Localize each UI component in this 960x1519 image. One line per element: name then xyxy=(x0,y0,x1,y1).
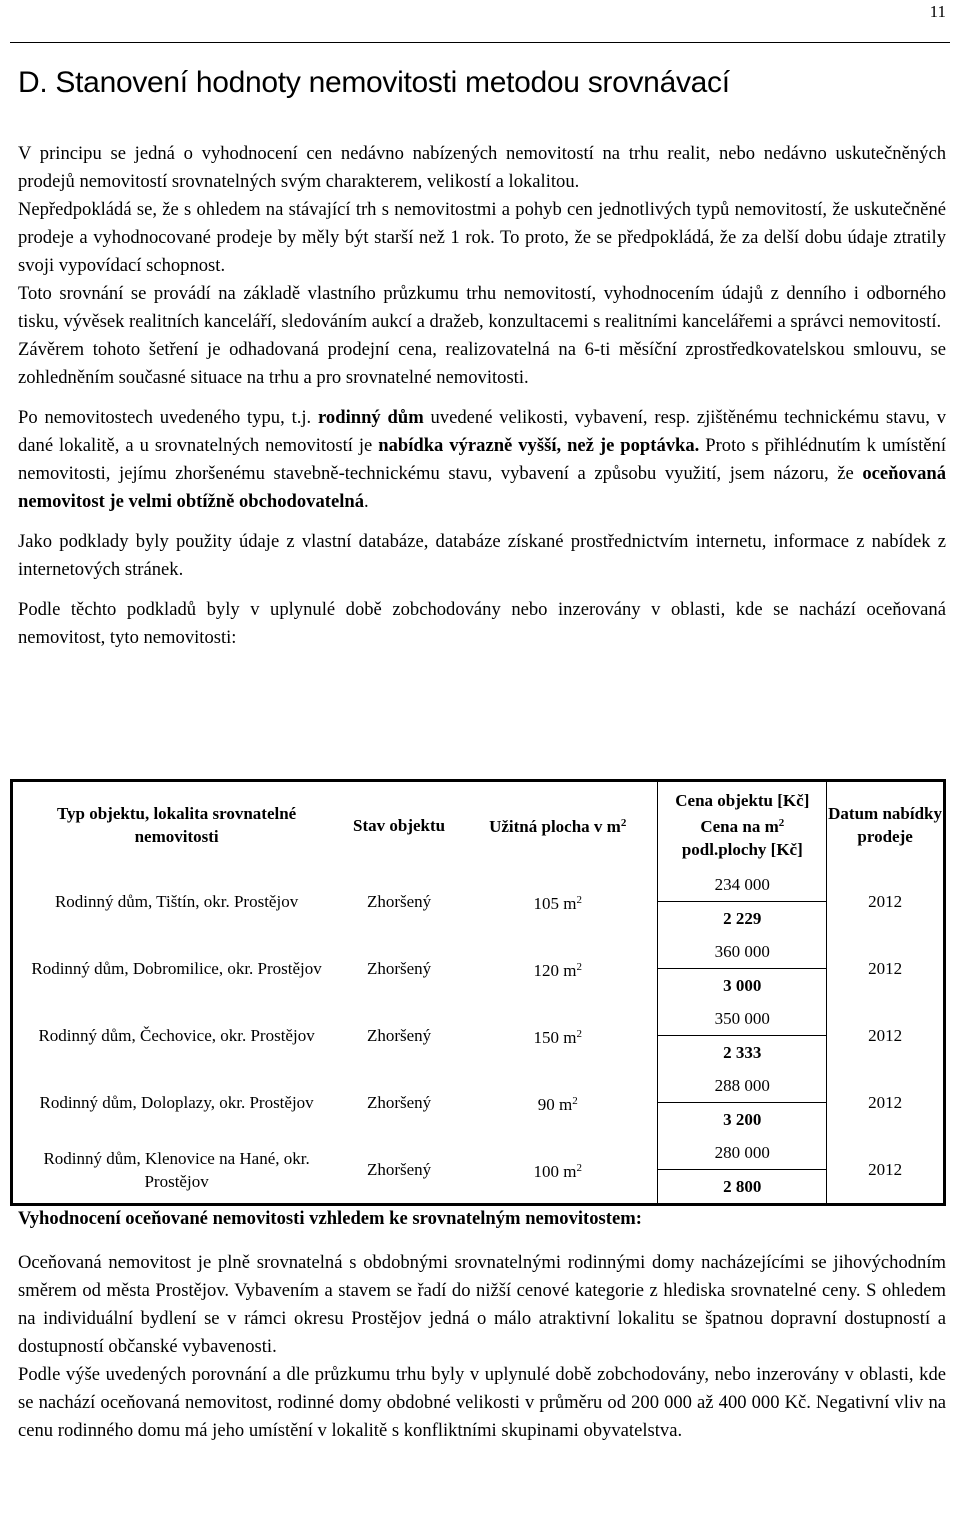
table-row xyxy=(12,1136,945,1205)
text-run: Po nemovitostech uvedeného typu, t.j. xyxy=(18,407,319,428)
evaluation-text xyxy=(18,1249,946,1445)
cell-price: 360 000 3 000 xyxy=(658,935,827,1002)
text-run: uvedené velikosti, vybavení, resp. zjištěnému technickému stavu, v dané lokalitě, a u srovnatelných nemovitostí je xyxy=(18,407,946,456)
cell-price: 288 000 3 200 xyxy=(658,1069,827,1136)
text-run: . xyxy=(364,491,369,512)
header-type: Typ objektu, lokalita srovnatelné nemovitosti xyxy=(56,804,297,846)
cell-type: Rodinný dům, Dobromilice, okr. Prostějov xyxy=(31,959,322,978)
cell-date: 2012 xyxy=(827,1002,945,1069)
header-area: Užitná plocha v $m^2$ xyxy=(489,817,627,836)
paragraph-assumption: Nepředpokládá se, že s ohledem na stávající trh s nemovitostmi a pohyb cen jednotlivých typů nemovitostí, že uskutečněné prodeje a vyhodnocované prodeje by měly být starší než 1 rok. To proto, že se předpokládá, že za delší dobu údaje ztratily svoji vypovídací schopnost. xyxy=(18,199,946,276)
table-row xyxy=(12,935,945,1002)
comparison-table xyxy=(10,779,946,1206)
paragraph-evaluation-1: Oceňovaná nemovitost je plně srovnatelná s obdobnými srovnatelnými rodinnými domy nacházejícími se jihovýchodním směrem od města Prostějov. Vybavením a stavem se řadí do nižší cenové kategorie z hlediska srovnatelné ceny. S ohledem na individuální bydlení se v rámci okresu Prostějov jedná o málo atraktivní lokalitu se špatnou dopravní dostupností a dostupností občanské vybavenosti. xyxy=(18,1252,946,1357)
table-row xyxy=(12,868,945,935)
cell-state: Zhoršený xyxy=(366,892,432,911)
paragraph-conclusion: Závěrem tohoto šetření je odhadovaná prodejní cena, realizovatelná na 6-ti měsíční zprostředkovatelskou smlouvu, se zohledněním současné situace na trhu a pro srovnatelné nemovitosti. xyxy=(18,339,946,388)
cell-type: Rodinný dům, Čechovice, okr. Prostějov xyxy=(38,1026,315,1045)
cell-price: 234 000 2 229 xyxy=(658,868,827,935)
paragraph-sources: Jako podklady byly použity údaje z vlastní databáze, databáze získané prostřednictvím internetu, informace z nabídek z internetových stránek. xyxy=(18,531,946,580)
cell-state: Zhoršený xyxy=(366,1160,432,1179)
paragraph-principle: V principu se jedná o vyhodnocení cen nedávno nabízených nemovitostí na trhu realit, nebo nedávno uskutečněných prodejů nemovitostí srovnatelných svým charakterem, velikostí a lokalitou. xyxy=(18,143,946,192)
cell-area: 105 $m^2$ xyxy=(533,893,582,913)
header-state: Stav objektu xyxy=(353,815,446,835)
paragraph-list-intro: Podle těchto podkladů byly v uplynulé době zobchodovány nebo inzerovány v oblasti, kde se nachází oceňovaná nemovitost, tyto nemovitosti: xyxy=(18,599,946,648)
header-rule xyxy=(10,42,950,43)
table-row xyxy=(12,1069,945,1136)
paragraph-market xyxy=(18,404,946,516)
evaluation-title: Vyhodnocení oceňované nemovitosti vzhledem ke srovnatelným nemovitostem: xyxy=(18,1208,642,1229)
cell-date: 2012 xyxy=(827,1136,945,1205)
header-price: Cena objektu [Kč] Cena na $m^2$ podl.plochy [Kč] xyxy=(658,781,827,869)
cell-price: 350 000 2 333 xyxy=(658,1002,827,1069)
cell-area: 100 $m^2$ xyxy=(533,1161,582,1181)
section-heading: D. Stanovení hodnoty nemovitosti metodou srovnávací xyxy=(18,66,730,99)
table-header-row xyxy=(12,781,945,869)
bold-run: nabídka výrazně vyšší, než je poptávka. xyxy=(378,435,700,456)
header-date: Datum nabídky prodeje xyxy=(827,781,945,869)
cell-state: Zhoršený xyxy=(366,1026,432,1045)
cell-type: Rodinný dům, Klenovice na Hané, okr. Prostějov xyxy=(43,1148,310,1191)
cell-state: Zhoršený xyxy=(366,1093,432,1112)
paragraph-evaluation-2: Podle výše uvedených porovnání a dle průzkumu trhu byly v uplynulé době zobchodovány, nebo inzerovány v oblasti, kde se nachází oceňovaná nemovitost, rodinné domy obdobné velikosti v průměru od 200 000 až 400 000 Kč. Negativní vliv na cenu rodinného domu má jeho umístění v lokalitě s konfliktními skupinami obyvatelstva. xyxy=(18,1364,946,1441)
cell-type: Rodinný dům, Doloplazy, okr. Prostějov xyxy=(39,1093,314,1112)
bold-run: oceňovaná nemovitost je velmi obtížně obchodovatelná xyxy=(18,463,946,512)
page-number: 11 xyxy=(929,2,946,21)
text-run: Proto s přihlédnutím k umístění nemovitosti, jejímu zhoršenému stavebně-technickému stavu, vybavení a způsobu využití, jsem názoru, že xyxy=(18,435,947,484)
cell-area: 150 $m^2$ xyxy=(533,1027,582,1047)
cell-area: 120 $m^2$ xyxy=(533,960,582,980)
cell-area: 90 $m^2$ xyxy=(537,1094,578,1114)
bold-run: rodinný dům xyxy=(318,407,424,428)
cell-type: Rodinný dům, Tištín, okr. Prostějov xyxy=(54,892,299,911)
cell-date: 2012 xyxy=(827,935,945,1002)
intro-text xyxy=(18,140,946,652)
cell-price: 280 000 2 800 xyxy=(658,1136,827,1205)
cell-date: 2012 xyxy=(827,1069,945,1136)
table-row xyxy=(12,1002,945,1069)
cell-state: Zhoršený xyxy=(366,959,432,978)
paragraph-method: Toto srovnání se provádí na základě vlastního průzkumu trhu nemovitostí, vyhodnocením údajů z denního i odborného tisku, vývěsek realitních kanceláří, sledováním aukcí a dražeb, konzultacemi s realitními kancelářemi a správci nemovitostí. xyxy=(18,283,946,332)
cell-date: 2012 xyxy=(827,868,945,935)
